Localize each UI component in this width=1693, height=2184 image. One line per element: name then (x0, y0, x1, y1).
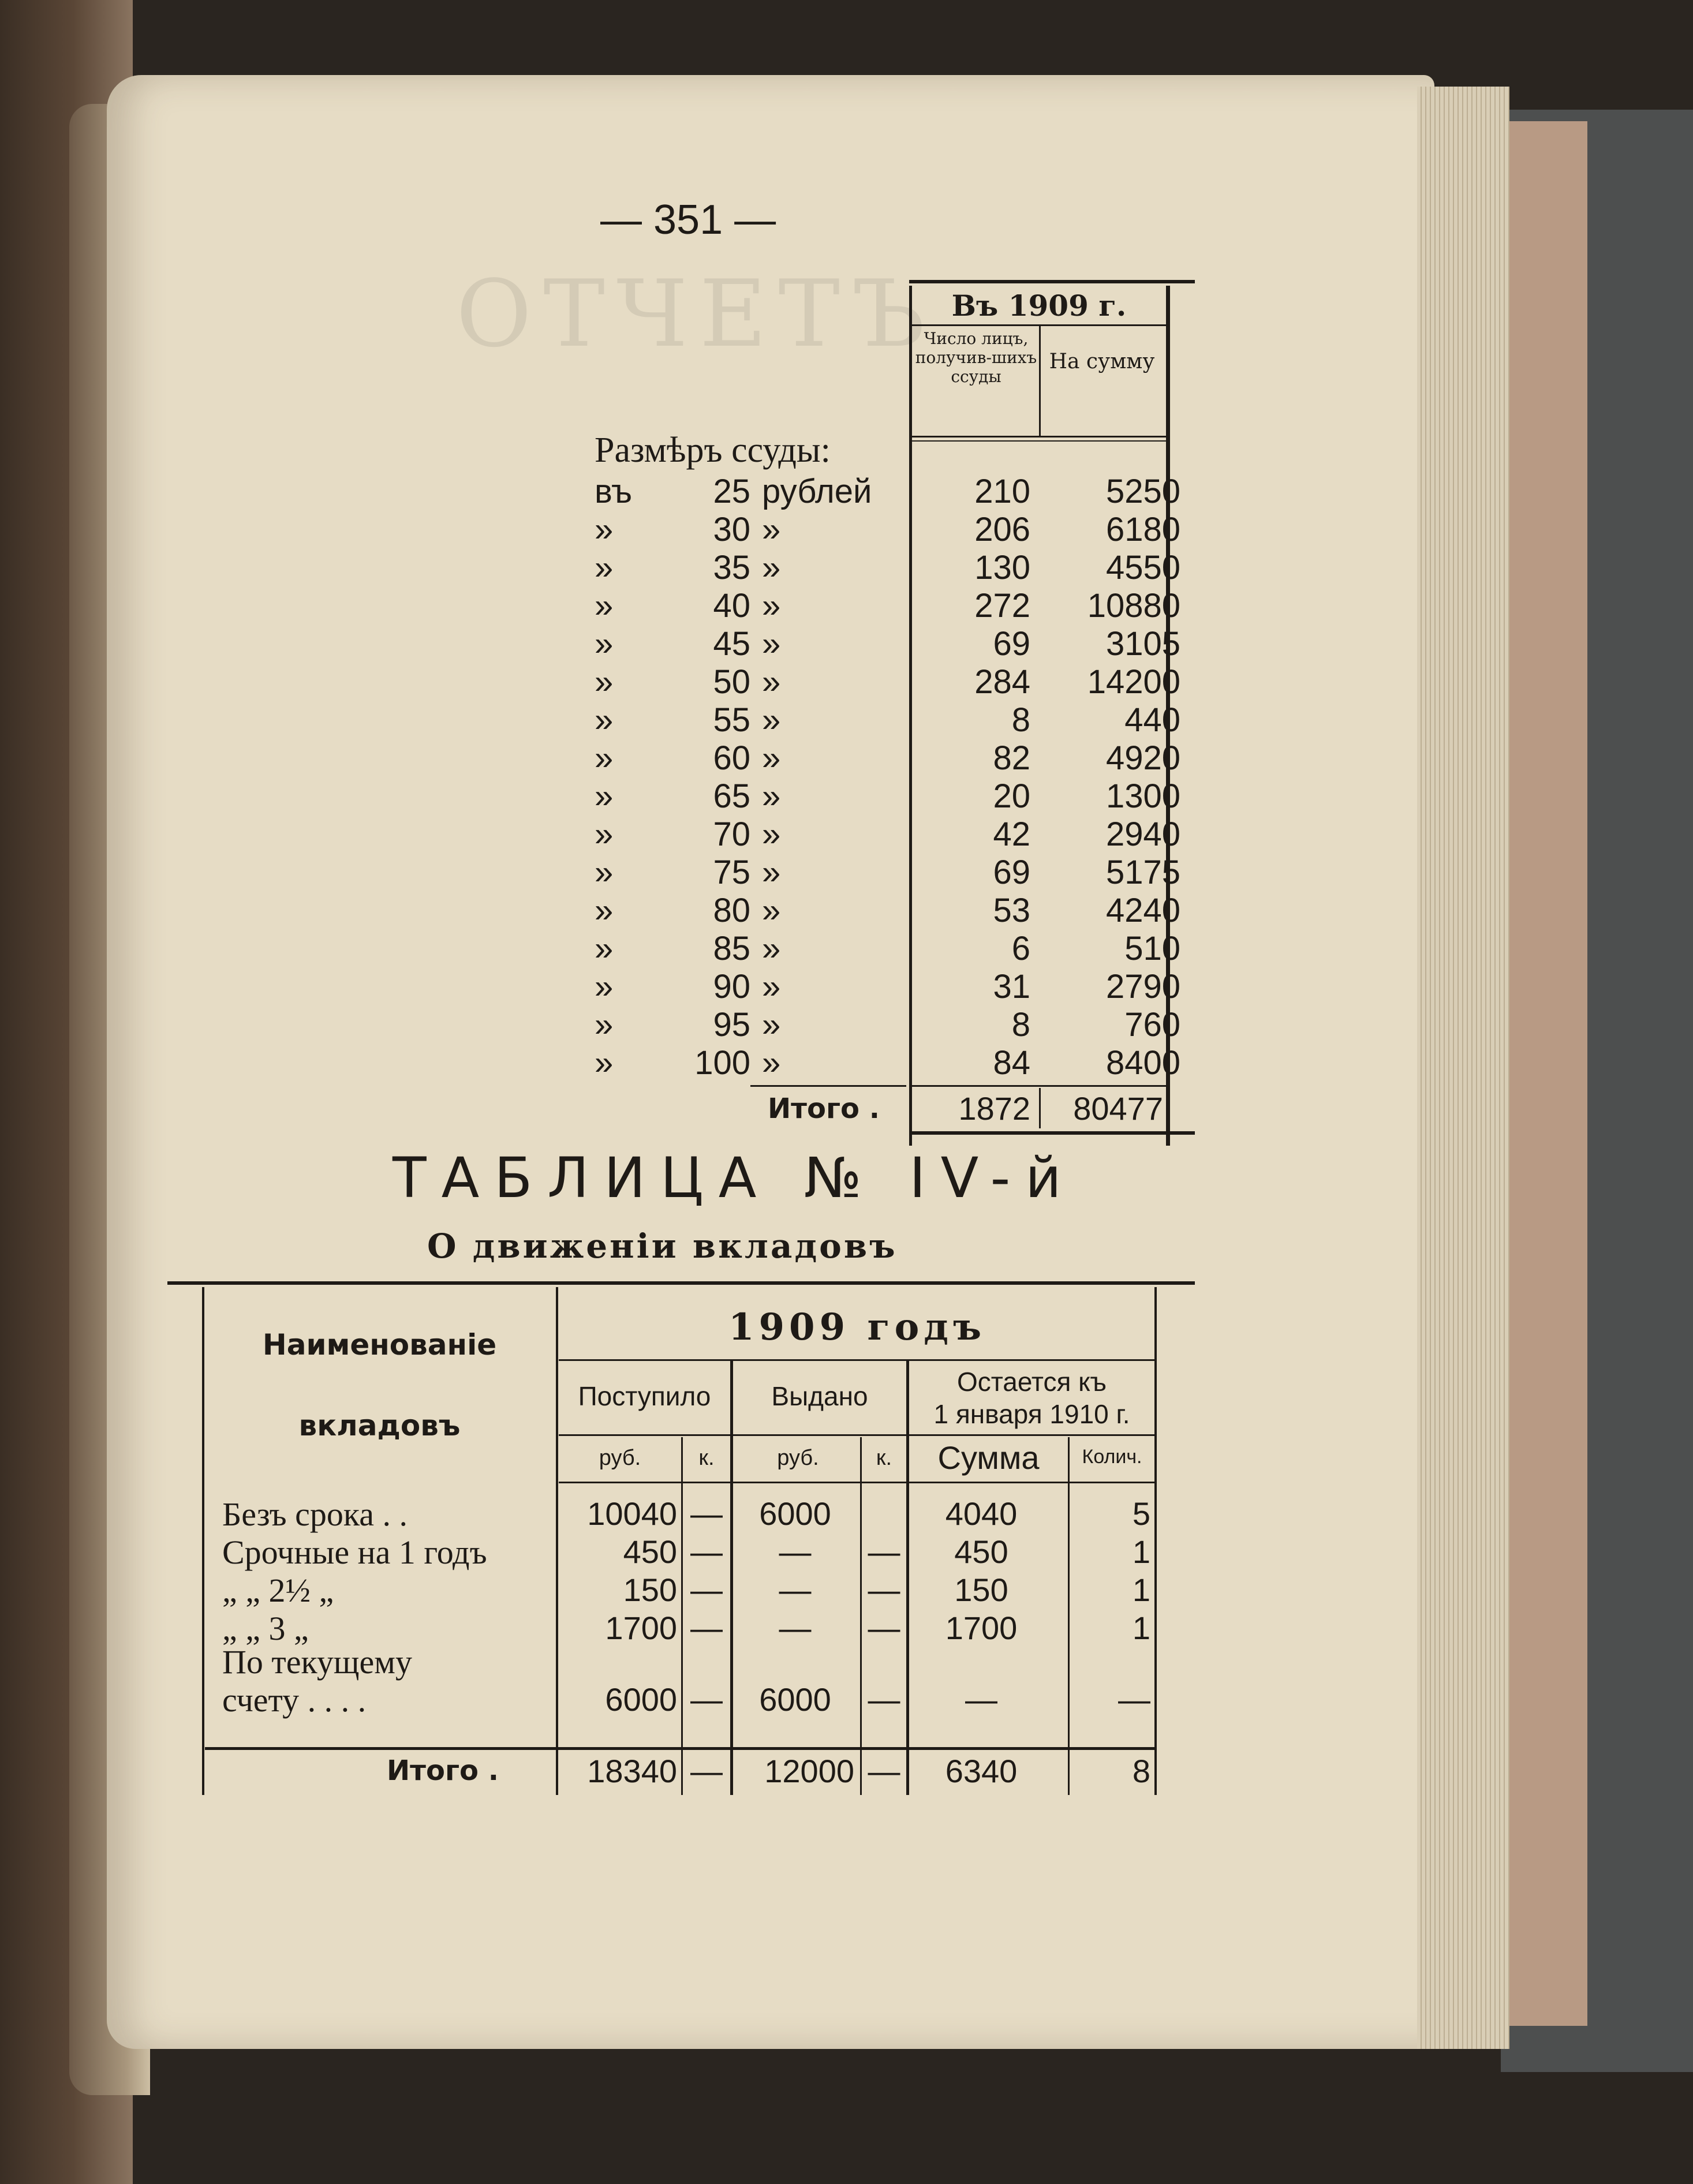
table1-row-count: 8 (1011, 1006, 1030, 1044)
table1-row-sum: 5250 (1105, 473, 1180, 510)
table2-cell-out: — (779, 1610, 812, 1646)
table1-column-divider (1039, 326, 1041, 436)
table2-cell-qty: 1 (1132, 1610, 1150, 1646)
table1-row-amount: 70 (713, 816, 750, 853)
table1-row-count: 31 (993, 968, 1030, 1005)
table2-left-border (202, 1287, 204, 1795)
table1-row-prefix: » (595, 587, 614, 624)
bleed-through-text: ОТЧЕТЪ (456, 260, 937, 368)
table2-cell-out: — (779, 1572, 812, 1608)
table1-row-prefix: » (595, 625, 614, 663)
table2-rest-header (909, 1366, 1154, 1430)
table2-top-rule (167, 1281, 1195, 1285)
table1-total-divider (1039, 1088, 1041, 1128)
table2-title: ТАБЛИЦА № IV-й (393, 1146, 1077, 1210)
table2-cell-in: 10040 (587, 1495, 677, 1532)
table1-row-count: 69 (993, 625, 1030, 663)
table1-row-amount: 50 (713, 663, 750, 701)
table2-in-rub-header: руб. (599, 1446, 641, 1470)
table1-header-bottom-rule-2 (912, 440, 1166, 442)
table1-row-sum: 440 (1124, 701, 1180, 739)
table1-row-sum: 14200 (1087, 663, 1180, 701)
table1-row-count: 284 (974, 663, 1030, 701)
table2-year-rule (559, 1359, 1154, 1361)
table1-row-amount: 40 (713, 587, 750, 624)
table2-total-qty: 8 (1132, 1753, 1150, 1789)
table2-total-out: 12000 (764, 1753, 854, 1789)
table1-row-count: 210 (974, 473, 1030, 510)
table1-row-unit: » (762, 549, 781, 586)
table1-total-label: Итого . (768, 1093, 880, 1125)
table2-row-name: „ „ 2½ „ (222, 1572, 334, 1609)
table1-row-prefix: » (595, 1006, 614, 1044)
table2-out-kop-header: к. (876, 1446, 892, 1470)
table2-name-header (205, 1322, 554, 1449)
table2-cell-in: 6000 (605, 1681, 677, 1718)
table2-row-name: По текущему (222, 1643, 412, 1681)
table1-row-unit: рублей (762, 473, 872, 510)
table1-row-sum: 10880 (1087, 587, 1180, 624)
cover-board-edge (1501, 121, 1587, 2026)
table1-row-sum: 4550 (1105, 549, 1180, 586)
table1-row-unit: » (762, 739, 781, 777)
table1-row-prefix: » (595, 854, 614, 891)
table2-cell-qty: 1 (1132, 1534, 1150, 1570)
table1-row-amount: 90 (713, 968, 750, 1005)
table1-row-count: 20 (993, 777, 1030, 815)
table1-row-sum: 8400 (1105, 1044, 1180, 1082)
table1-row-count: 130 (974, 549, 1030, 586)
table1-row-amount: 60 (713, 739, 750, 777)
table1-row-sum: 2940 (1105, 816, 1180, 853)
table1-row-sum: 4920 (1105, 739, 1180, 777)
table2-total-rule (205, 1747, 1154, 1750)
table2-right-border (1154, 1287, 1157, 1795)
table1-row-count: 69 (993, 854, 1030, 891)
table1-row-count: 53 (993, 892, 1030, 929)
table1-row-sum: 1300 (1105, 777, 1180, 815)
table2-cell-out-k: — (868, 1681, 900, 1718)
table1-row-prefix: » (595, 549, 614, 586)
table1-row-prefix: » (595, 739, 614, 777)
table1-row-count: 84 (993, 1044, 1030, 1082)
table1-top-rule (909, 280, 1195, 283)
table1-row-count: 8 (1011, 701, 1030, 739)
table2-row-name: „ „ 3 „ (222, 1610, 309, 1647)
table2-total-in-kop: — (690, 1753, 723, 1789)
table1-count-header: Число лицъ, получив-шихъ ссуды (915, 329, 1037, 386)
table1-row-amount: 65 (713, 777, 750, 815)
table1-row-prefix: » (595, 816, 614, 853)
table1-row-prefix: » (595, 892, 614, 929)
table2-total-rest: 6340 (945, 1753, 1018, 1789)
table2-cell-in: 1700 (605, 1610, 677, 1646)
table2-qty-header: Колич. (1082, 1446, 1142, 1468)
table2-subtitle: О движеніи вкладовъ (427, 1226, 898, 1266)
table1-row-prefix: » (595, 1044, 614, 1082)
table2-total-label: Итого . (387, 1755, 499, 1787)
table1-bottom-rule (909, 1131, 1195, 1135)
table2-cell-in-k: — (690, 1572, 723, 1608)
table2-cell-in: 450 (623, 1534, 677, 1570)
table2-cell-qty: — (1118, 1681, 1150, 1718)
table1-header-bottom-rule (912, 436, 1166, 437)
table1-row-count: 82 (993, 739, 1030, 777)
table1-row-unit: » (762, 1006, 781, 1044)
table1-row-amount: 100 (694, 1044, 750, 1082)
table2-cell-in-k: — (690, 1681, 723, 1718)
table2-cell-out: 6000 (759, 1495, 831, 1532)
table2-cell-out-k: — (868, 1610, 900, 1646)
table1-row-unit: » (762, 968, 781, 1005)
table2-in-kop-header: к. (698, 1446, 715, 1470)
table1-row-unit: » (762, 777, 781, 815)
table1-row-sum: 5175 (1105, 854, 1180, 891)
table1-row-count: 6 (1011, 930, 1030, 967)
table1-row-unit: » (762, 625, 781, 663)
table2-cell-in-k: — (690, 1534, 723, 1570)
table1-row-unit: » (762, 1044, 781, 1082)
table1-caption: Размѣръ ссуды: (595, 431, 831, 470)
table2-cell-rest: 150 (954, 1572, 1008, 1608)
table2-name-header-line2: вкладовъ (298, 1409, 461, 1442)
table2-out-header: Выдано (771, 1381, 868, 1411)
table2-name-divider (556, 1287, 558, 1795)
table1-total-rule-left (750, 1085, 906, 1087)
table2-cell-rest: 450 (954, 1534, 1008, 1570)
table1-row-amount: 85 (713, 930, 750, 967)
page-number: — 351 — (600, 197, 776, 243)
table1-row-amount: 80 (713, 892, 750, 929)
table1-row-sum: 6180 (1105, 511, 1180, 548)
table1-row-count: 272 (974, 587, 1030, 624)
table1-row-unit: » (762, 511, 781, 548)
table2-cell-rest: 4040 (945, 1495, 1018, 1532)
table2-cell-out-k: — (868, 1534, 900, 1570)
table2-cell-out: — (779, 1534, 812, 1570)
table1-row-amount: 25 (713, 473, 750, 510)
table1-row-amount: 30 (713, 511, 750, 548)
table2-cell-qty: 5 (1132, 1495, 1150, 1532)
table1-row-prefix: » (595, 663, 614, 701)
table1-row-sum: 2790 (1105, 968, 1180, 1005)
table1-row-unit: » (762, 892, 781, 929)
table1-row-unit: » (762, 854, 781, 891)
table2-out-rub-header: руб. (777, 1446, 819, 1470)
table1-row-unit: » (762, 930, 781, 967)
table2-cell-out-k: — (868, 1572, 900, 1608)
table1-total-rule (912, 1085, 1166, 1087)
table1-row-amount: 55 (713, 701, 750, 739)
table1-row-amount: 45 (713, 625, 750, 663)
table1-row-prefix: въ (595, 473, 633, 510)
table1-row-sum: 510 (1124, 930, 1180, 967)
table1-row-prefix: » (595, 701, 614, 739)
table1-row-prefix: » (595, 777, 614, 815)
table2-cell-qty: 1 (1132, 1572, 1150, 1608)
table1-row-sum: 4240 (1105, 892, 1180, 929)
table1-row-amount: 35 (713, 549, 750, 586)
table1-row-sum: 3105 (1105, 625, 1180, 663)
table2-cell-in: 150 (623, 1572, 677, 1608)
table1-row-prefix: » (595, 968, 614, 1005)
table1-sum-header: На сумму (1049, 350, 1155, 373)
table2-row-name: счету . . . . (222, 1681, 367, 1719)
table1-row-unit: » (762, 663, 781, 701)
table2-cell-out: 6000 (759, 1681, 831, 1718)
table2-row-name: Срочные на 1 годъ (222, 1534, 487, 1571)
table1-row-amount: 95 (713, 1006, 750, 1044)
table2-rest-header-line1: Остается къ (956, 1367, 1107, 1397)
table1-total-sum: 80477 (1073, 1090, 1163, 1127)
table2-cell-rest: 1700 (945, 1610, 1018, 1646)
table2-rest-header-line2: 1 января 1910 г. (933, 1399, 1130, 1429)
table2-row-name: Безъ срока . . (222, 1495, 408, 1533)
page-stack-edges (1417, 87, 1509, 2049)
table2-cell-in-k: — (690, 1610, 723, 1646)
table2-sum-header: Сумма (937, 1439, 1040, 1476)
table1-row-sum: 760 (1124, 1006, 1180, 1044)
table2-in-divider (730, 1361, 733, 1795)
table1-total-count: 1872 (958, 1090, 1030, 1127)
table1-row-prefix: » (595, 511, 614, 548)
table1-row-unit: » (762, 701, 781, 739)
table1-row-unit: » (762, 816, 781, 853)
table2-in-header: Поступило (578, 1381, 711, 1411)
table2-name-header-line1: Наименованіе (262, 1328, 497, 1362)
table2-cell-rest: — (965, 1681, 997, 1718)
table2-total-in: 18340 (587, 1753, 677, 1789)
table1-row-count: 206 (974, 511, 1030, 548)
table1-row-unit: » (762, 587, 781, 624)
table2-sub-rule (559, 1482, 1154, 1483)
table2-group-rule (559, 1434, 1154, 1436)
table2-year-header: 1909 годъ (728, 1306, 986, 1349)
table1-row-amount: 75 (713, 854, 750, 891)
table1-row-prefix: » (595, 930, 614, 967)
table2-cell-in-k: — (690, 1495, 723, 1532)
table1-year-header: Въ 1909 г. (951, 289, 1127, 323)
table2-total-out-kop: — (868, 1753, 900, 1789)
table1-row-count: 42 (993, 816, 1030, 853)
